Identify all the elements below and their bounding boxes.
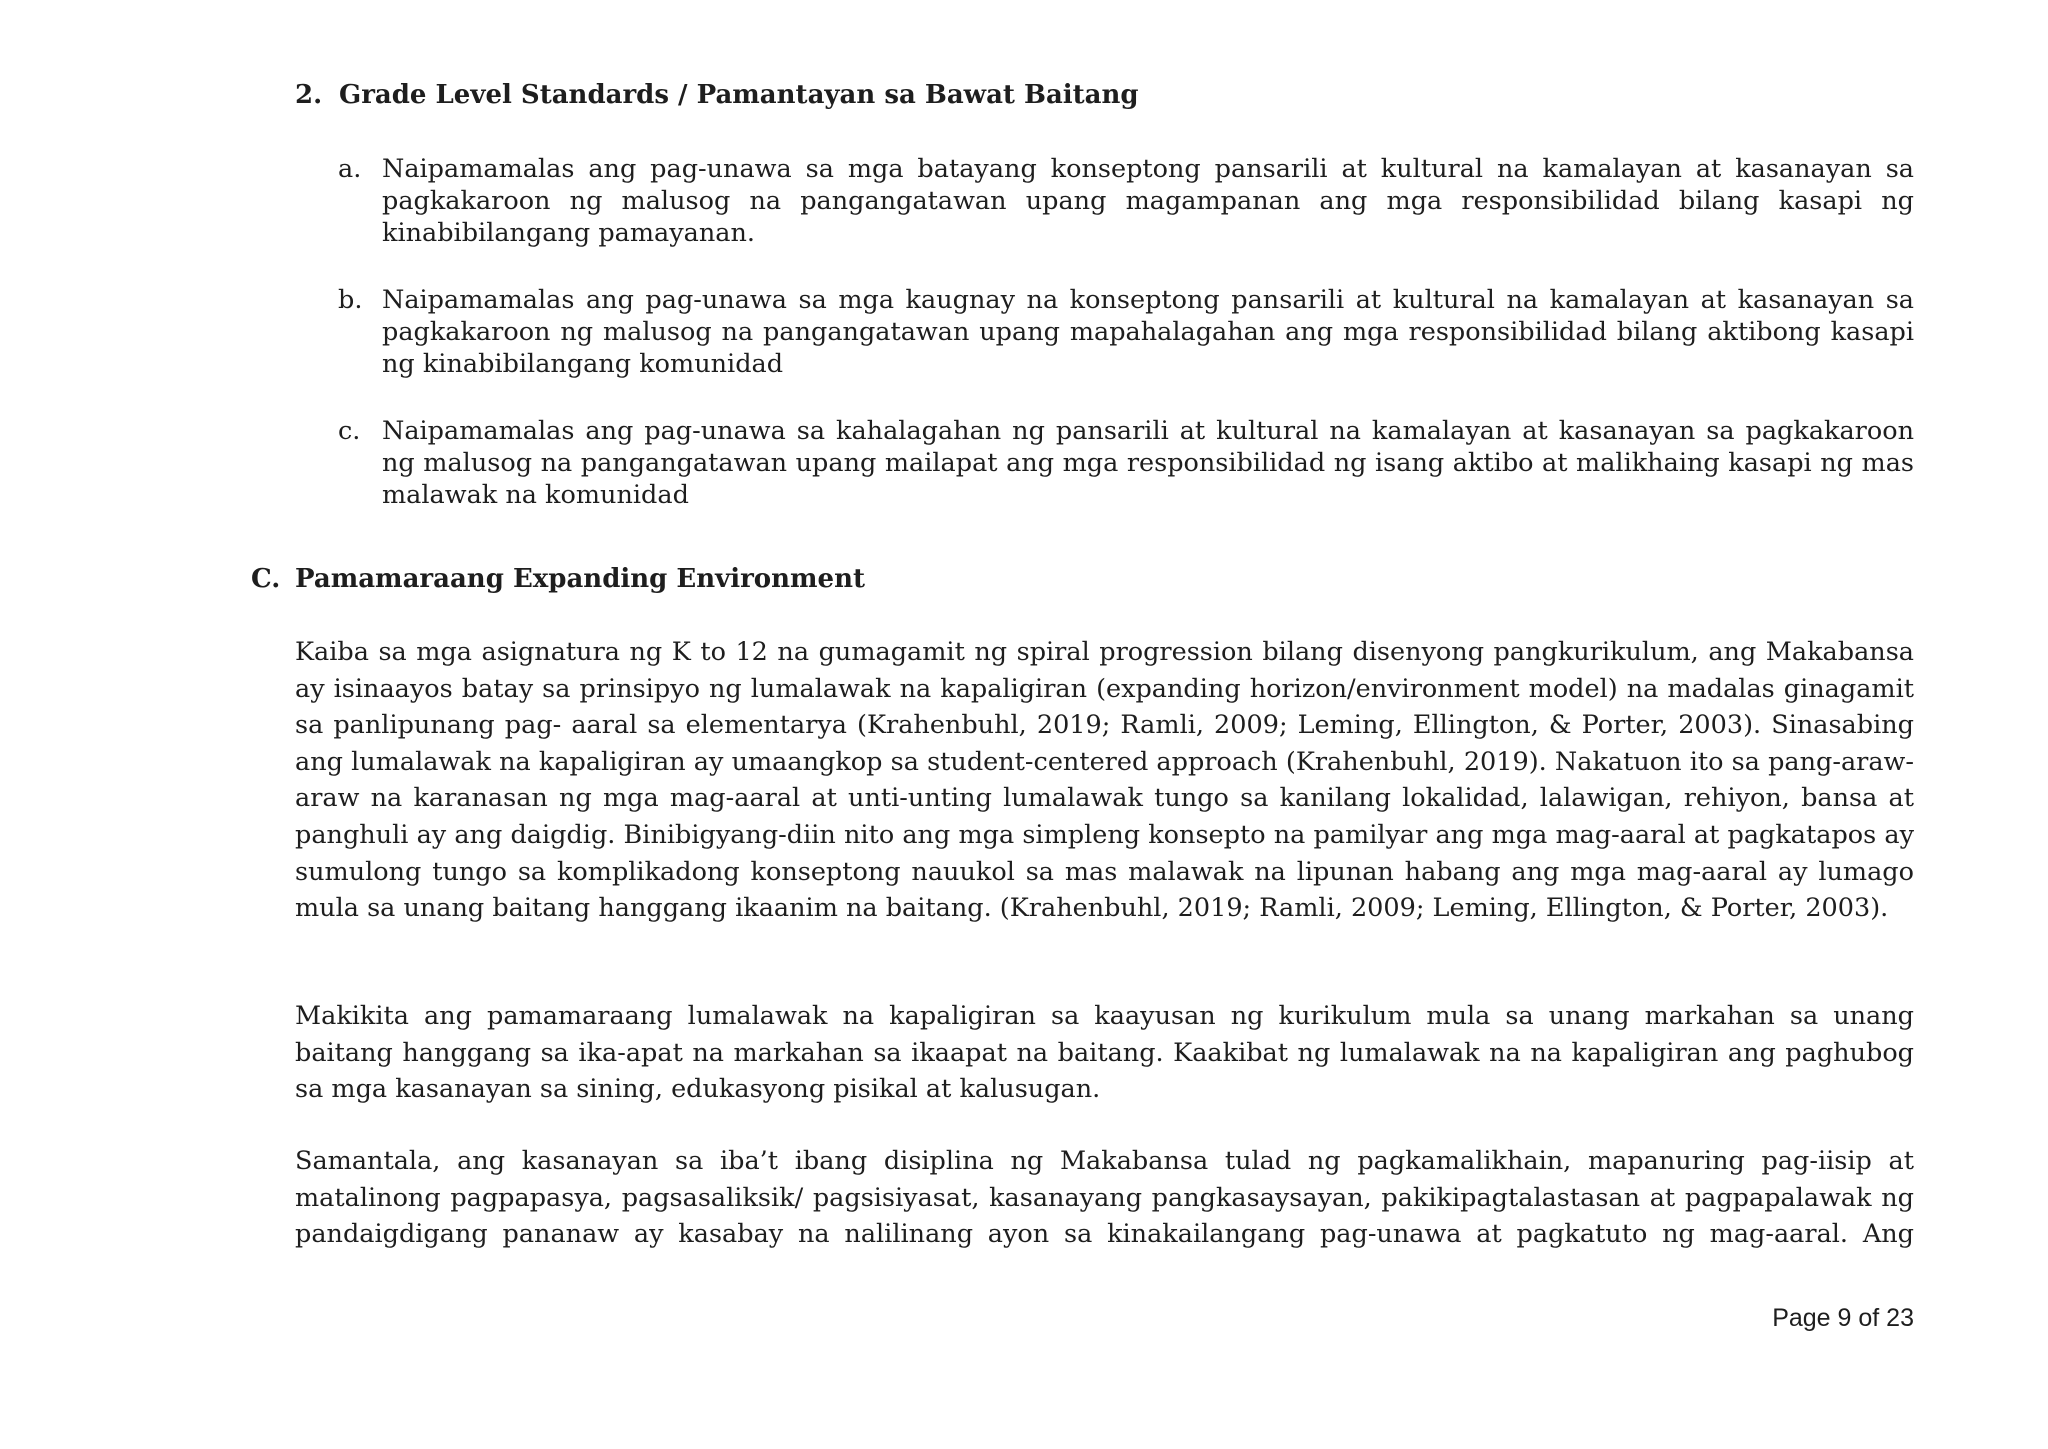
item-letter: b. bbox=[338, 285, 363, 315]
grade-standards-heading bbox=[295, 78, 1139, 112]
expanding-environment-heading bbox=[251, 562, 865, 596]
grade-standards-number: 2. bbox=[295, 80, 323, 110]
body-paragraph-1: Kaiba sa mga asignatura ng K to 12 na gumagamit ng spiral progression bilang disenyong pangkurikulum, ang Makabansa ay isinaayos batay sa prinsipyo ng lumalawak na kapaligiran (expanding horizon/environment model) na madalas ginagamit sa panlipunang pag- aaral sa elementarya (Krahenbuhl, 2019; Ramli, 2009; Leming, Ellington, & Porter, 2003). Sinasabing ang lumalawak na kapaligiran ay umaangkop sa student-centered approach (Krahenbuhl, 2019). Nakatuon ito sa pang-araw-araw na karanasan ng mga mag-aaral at unti-unting lumalawak tungo sa kanilang lokalidad, lalawigan, rehiyon, bansa at panghuli ay ang daigdig. Binibigyang-diin nito ang mga simpleng konsepto na pamilyar ang mga mag-aaral at pagkatapos ay sumulong tungo sa komplikadong konseptong nauukol sa mas malawak na lipunan habang ang mga mag-aaral ay lumago mula sa unang baitang hanggang ikaanim na baitang. (Krahenbuhl, 2019; Ramli, 2009; Leming, Ellington, & Porter, 2003). bbox=[295, 637, 1914, 924]
item-text: Naipamamalas ang pag-unawa sa mga kaugnay na konseptong pansarili at kultural na kamalayan at kasanayan sa pagkakaroon ng malusog na pangangatawan upang mapahalagahan ang mga responsibilidad bilang aktibong kasapi ng kinabibilangang komunidad bbox=[382, 285, 1914, 379]
item-text: Naipamamalas ang pag-unawa sa mga batayang konseptong pansarili at kultural na kamalayan at kasanayan sa pagkakaroon ng malusog na pangangatawan upang magampanan ang mga responsibilidad bilang kasapi ng kinabibilangang pamayanan. bbox=[382, 154, 1914, 248]
standard-item-c bbox=[338, 415, 1914, 511]
expanding-environment-title: Pamamaraang Expanding Environment bbox=[295, 564, 865, 594]
grade-standards-title: Grade Level Standards / Pamantayan sa Bawat Baitang bbox=[339, 80, 1139, 110]
expanding-environment-letter: C. bbox=[251, 564, 281, 594]
body-paragraph-2: Makikita ang pamamaraang lumalawak na kapaligiran sa kaayusan ng kurikulum mula sa unang markahan sa unang baitang hanggang sa ika-apat na markahan sa ikaapat na baitang. Kaakibat ng lumalawak na na kapaligiran ang paghubog sa mga kasanayan sa sining, edukasyong pisikal at kalusugan. bbox=[295, 1001, 1914, 1105]
body-paragraph-3: Samantala, ang kasanayan sa iba’t ibang disiplina ng Makabansa tulad ng pagkamalikhain, mapanuring pag-iisip at matalinong pagpapasya, pagsasaliksik/ pagsisiyasat, kasanayang pangkasaysayan, pakikipagtalastasan at pagpapalawak ng pandaigdigang pananaw ay kasabay na nalilinang ayon sa kinakailangang pag-unawa at pagkatuto ng mag-aaral. Ang bbox=[295, 1146, 1914, 1250]
standard-item-b bbox=[338, 284, 1914, 380]
item-text: Naipamamalas ang pag-unawa sa kahalagahan ng pansarili at kultural na kamalayan at kasanayan sa pagkakaroon ng malusog na pangangatawan upang mailapat ang mga responsibilidad ng isang aktibo at malikhaing kasapi ng mas malawak na komunidad bbox=[382, 416, 1914, 510]
standard-item-a bbox=[338, 153, 1914, 249]
item-letter: a. bbox=[338, 154, 362, 184]
item-letter: c. bbox=[338, 416, 361, 446]
page-number: Page 9 of 23 bbox=[1772, 1304, 1914, 1332]
